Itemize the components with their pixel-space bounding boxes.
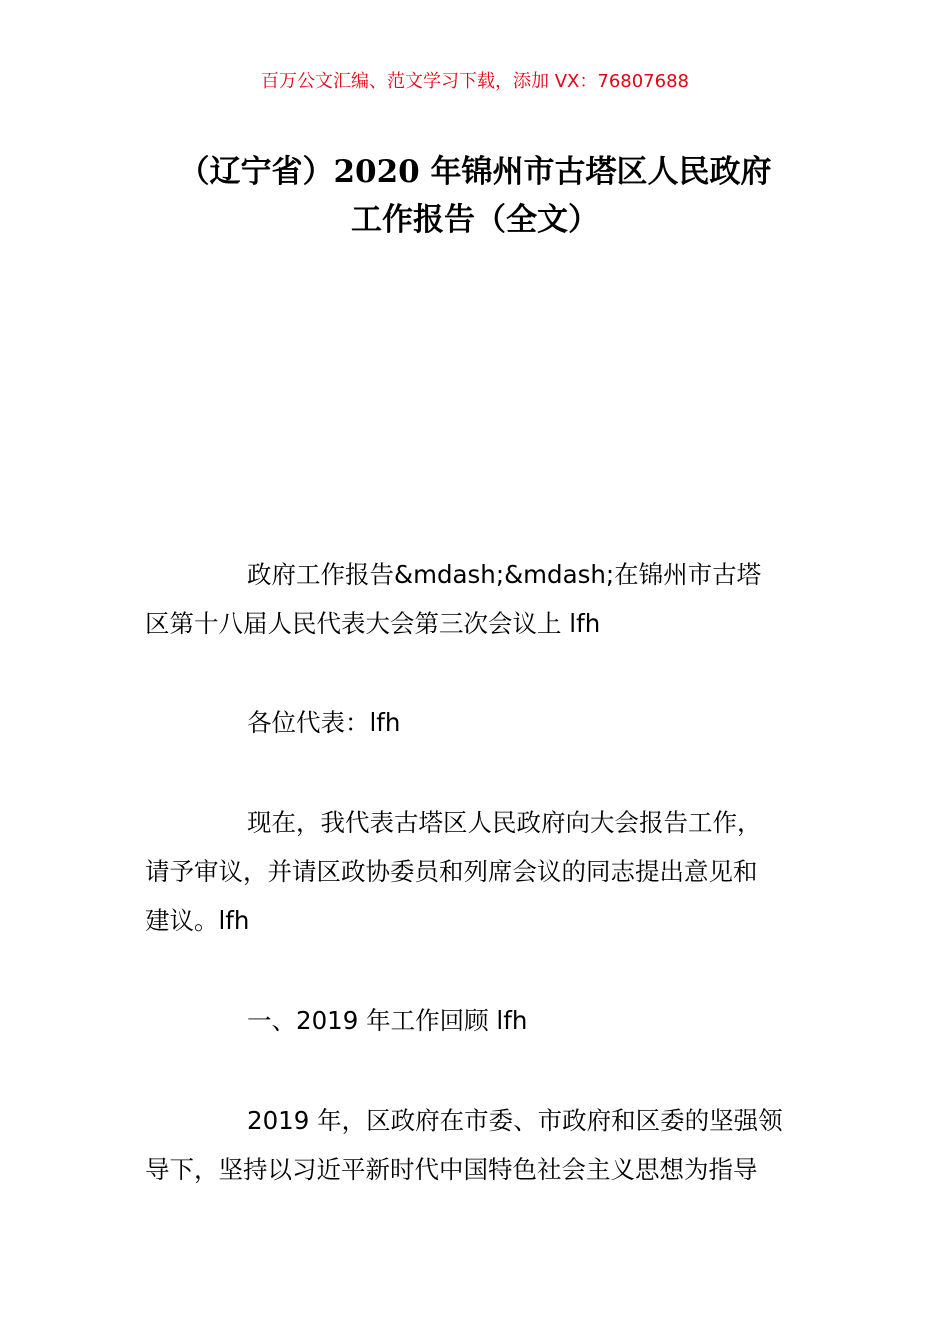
header-promo-note: 百万公文汇编、范文学习下载，添加 VX：76807688 [261,71,689,92]
paragraph-line: 建议。lfh [145,906,250,935]
document-title [140,148,810,244]
paragraph-report-heading [145,550,807,648]
paragraph-line: 区第十八届人民代表大会第三次会议上 lfh [145,609,601,638]
paragraph-line: 现在，我代表古塔区人民政府向大会报告工作， [247,808,762,837]
paragraph-intro [145,798,807,945]
paragraph-line: 一、2019 年工作回顾 lfh [247,1006,528,1035]
paragraph-line: 请予审议，并请区政协委员和列席会议的同志提出意见和 [145,857,758,886]
title-line-2: 工作报告（全文） [351,202,599,238]
paragraph-line: 2019 年，区政府在市委、市政府和区委的坚强领 [247,1106,783,1135]
paragraph-review [145,1096,807,1194]
paragraph-line: 各位代表：lfh [247,708,401,737]
section-heading [145,996,807,1045]
paragraph-salutation [145,698,807,747]
paragraph-line: 导下，坚持以习近平新时代中国特色社会主义思想为指导 [145,1155,758,1184]
paragraph-line: 政府工作报告&mdash;&mdash;在锦州市古塔 [247,560,762,589]
title-line-1: （辽宁省）2020 年锦州市古塔区人民政府 [178,154,772,190]
